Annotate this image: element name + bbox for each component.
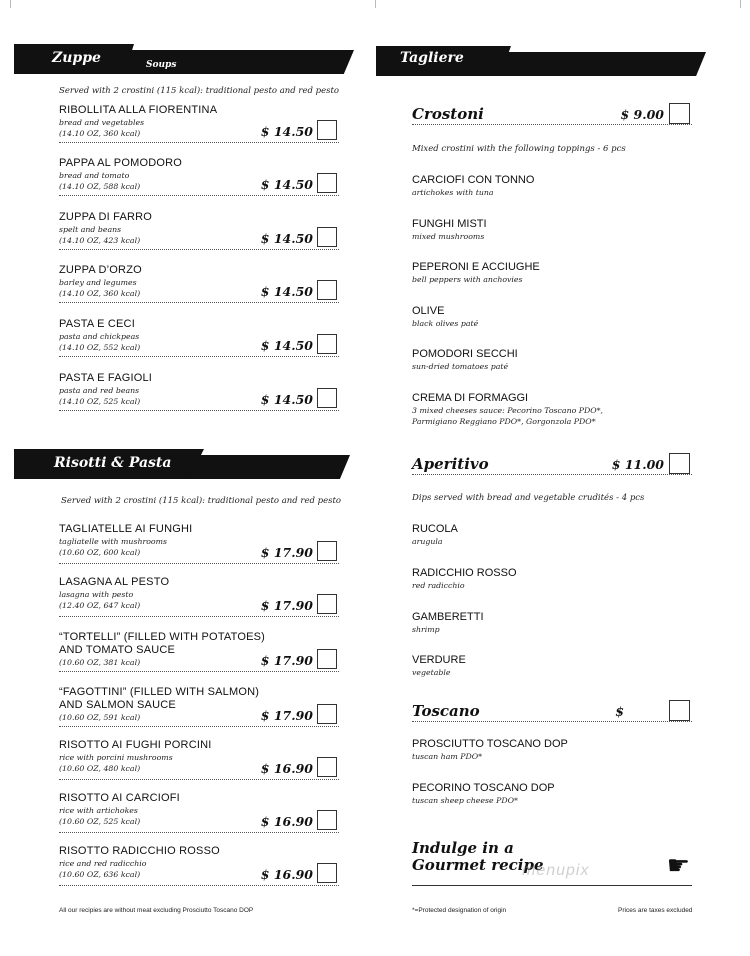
toscano-name: Toscano (412, 702, 480, 720)
item-description: lasagna with pesto (59, 590, 134, 599)
item-dotted-rule (59, 302, 339, 303)
topping-item (412, 392, 712, 427)
item-name: VERDURE (412, 654, 466, 666)
item-description: pasta and red beans (59, 386, 140, 395)
item-description: black olives paté (412, 319, 479, 328)
item-price: $ 16.90 (260, 761, 313, 776)
item-dotted-rule (59, 249, 339, 250)
item-name: RUCOLA (412, 523, 458, 535)
item-description: artichokes with tuna (412, 188, 494, 197)
item-name: RISOTTO RADICCHIO ROSSO (59, 845, 220, 857)
item-price: $ 14.50 (260, 392, 313, 407)
menu-item (59, 523, 339, 575)
footer-tax-note: Prices are taxes excluded (618, 907, 693, 914)
item-description: tuscan ham PDO* (412, 752, 483, 761)
toscano-price: $ (615, 704, 624, 719)
item-name: ZUPPA DI FARRO (59, 211, 153, 223)
tagliere-banner (376, 52, 706, 76)
item-name: PECORINO TOSCANO DOP (412, 782, 555, 794)
item-checkbox[interactable] (317, 280, 337, 300)
item-dotted-rule (59, 563, 339, 564)
item-portion-kcal: (10.60 OZ, 525 kcal) (59, 817, 141, 826)
item-name: PASTA E FAGIOLI (59, 372, 153, 384)
menu-item (59, 845, 339, 897)
risotti-note: Served with 2 crostini (115 kcal): traditional pesto and red pesto (61, 496, 342, 506)
crostoni-note: Mixed crostini with the following toppings - 6 pcs (412, 144, 626, 154)
item-name: RADICCHIO ROSSO (412, 567, 517, 579)
footer-pdo-note: *=Protected designation of origin (412, 907, 507, 914)
soups-note: Served with 2 crostini (115 kcal): traditional pesto and red pesto (59, 86, 340, 96)
item-price: $ 14.50 (260, 284, 313, 299)
topping-item (412, 174, 712, 198)
item-portion-kcal: (14.10 OZ, 552 kcal) (59, 343, 141, 352)
item-dotted-rule (59, 885, 339, 886)
item-dotted-rule (59, 832, 339, 833)
item-description-line-2: Parmigiano Reggiano PDO*, Gorgonzola PDO* (412, 417, 596, 426)
item-checkbox[interactable] (317, 227, 337, 247)
item-name: RIBOLLITA ALLA FIORENTINA (59, 104, 218, 116)
item-name: RISOTTO AI FUGHI PORCINI (59, 739, 212, 751)
topping-item (412, 782, 712, 806)
item-description: rice with porcini mushrooms (59, 753, 173, 762)
risotti-title: Risotti & Pasta (54, 455, 172, 471)
item-name: “TORTELLI” (FILLED WITH POTATOES) (59, 631, 266, 643)
item-portion-kcal: (10.60 OZ, 591 kcal) (59, 713, 141, 722)
item-name: FUNGHI MISTI (412, 218, 487, 230)
item-dotted-rule (59, 195, 339, 196)
item-dotted-rule (59, 356, 339, 357)
item-portion-kcal: (10.60 OZ, 636 kcal) (59, 870, 141, 879)
item-description: rice with artichokes (59, 806, 138, 815)
item-name-line-2: AND SALMON SAUCE (59, 699, 176, 711)
topping-item (412, 611, 712, 635)
item-name: PEPERONI E ACCIUGHE (412, 261, 540, 273)
item-name: OLIVE (412, 305, 445, 317)
item-name: LASAGNA AL PESTO (59, 576, 170, 588)
topping-item (412, 523, 712, 547)
risotti-banner (14, 455, 350, 479)
item-price: $ 17.90 (260, 653, 313, 668)
footer-meat-note: All our recipies are without meat excluding Prosciutto Toscano DOP (59, 907, 254, 914)
topping-item (412, 348, 712, 372)
item-checkbox[interactable] (317, 388, 337, 408)
crop-mark-left (10, 0, 11, 8)
item-description: spelt and beans (59, 225, 122, 234)
item-description: vegetable (412, 668, 451, 677)
item-description: bell peppers with anchovies (412, 275, 523, 284)
topping-item (412, 218, 712, 242)
item-checkbox[interactable] (317, 120, 337, 140)
item-description: mixed mushrooms (412, 232, 485, 241)
toscano-header (412, 700, 692, 724)
item-description: shrimp (412, 625, 440, 634)
item-name: PASTA E CECI (59, 318, 135, 330)
soups-subtitle: Soups (146, 60, 177, 70)
promo-line-1: Indulge in a (412, 839, 514, 857)
item-portion-kcal: (14.10 OZ, 423 kcal) (59, 236, 141, 245)
item-portion-kcal: (14.10 OZ, 360 kcal) (59, 289, 141, 298)
crostoni-name: Crostoni (412, 105, 484, 123)
item-price: $ 17.90 (260, 545, 313, 560)
item-description: rice and red radicchio (59, 859, 147, 868)
item-portion-kcal: (10.60 OZ, 600 kcal) (59, 548, 141, 557)
menu-item (59, 372, 339, 422)
item-description: sun-dried tomatoes paté (412, 362, 509, 371)
menupix-watermark: menupix (522, 862, 590, 879)
item-description: barley and legumes (59, 278, 137, 287)
item-name: GAMBERETTI (412, 611, 484, 623)
item-description: tagliatelle with mushrooms (59, 537, 167, 546)
crop-mark-center (375, 0, 376, 8)
item-checkbox[interactable] (317, 757, 337, 777)
item-checkbox[interactable] (317, 594, 337, 614)
item-checkbox[interactable] (317, 704, 337, 724)
menu-item (59, 211, 339, 261)
item-dotted-rule (59, 779, 339, 780)
item-checkbox[interactable] (317, 810, 337, 830)
item-name-line-2: AND TOMATO SAUCE (59, 644, 176, 656)
menu-item (59, 318, 339, 368)
item-name: TAGLIATELLE AI FUNGHI (59, 523, 193, 535)
item-price: $ 14.50 (260, 177, 313, 192)
item-name: POMODORI SECCHI (412, 348, 518, 360)
topping-item (412, 261, 712, 285)
menu-item (59, 792, 339, 844)
item-name: CREMA DI FORMAGGI (412, 392, 529, 404)
item-portion-kcal: (10.60 OZ, 381 kcal) (59, 658, 141, 667)
item-checkbox[interactable] (317, 541, 337, 561)
item-description: bread and vegetables (59, 118, 145, 127)
item-description: 3 mixed cheeses sauce: Pecorino Toscano PDO*, (412, 406, 604, 415)
topping-item (412, 567, 712, 591)
item-name: “FAGOTTINI” (FILLED WITH SALMON) (59, 686, 260, 698)
item-description: bread and tomato (59, 171, 130, 180)
item-price: $ 14.50 (260, 338, 313, 353)
item-portion-kcal: (14.10 OZ, 588 kcal) (59, 182, 141, 191)
item-checkbox[interactable] (317, 649, 337, 669)
item-price: $ 14.50 (260, 124, 313, 139)
item-portion-kcal: (10.60 OZ, 480 kcal) (59, 764, 141, 773)
topping-item (412, 738, 712, 762)
item-portion-kcal: (12.40 OZ, 647 kcal) (59, 601, 141, 610)
pointing-hand-icon: ☛ (666, 850, 690, 880)
item-name: ZUPPA D’ORZO (59, 264, 142, 276)
aperitivo-price: $ 11.00 (611, 457, 664, 472)
menu-item (59, 739, 339, 791)
menu-item (59, 686, 339, 738)
item-price: $ 17.90 (260, 708, 313, 723)
crop-mark-right (740, 0, 741, 8)
item-checkbox[interactable] (317, 863, 337, 883)
crostoni-checkbox[interactable] (669, 103, 690, 124)
aperitivo-dotted-rule (412, 474, 692, 475)
item-portion-kcal: (14.10 OZ, 360 kcal) (59, 129, 141, 138)
menu-item (59, 631, 339, 683)
item-description: pasta and chickpeas (59, 332, 140, 341)
aperitivo-note: Dips served with bread and vegetable crudités - 4 pcs (412, 493, 645, 503)
item-dotted-rule (59, 671, 339, 672)
toscano-checkbox[interactable] (669, 700, 690, 721)
item-checkbox[interactable] (317, 173, 337, 193)
crostoni-header (412, 103, 692, 127)
item-name: RISOTTO AI CARCIOFI (59, 792, 180, 804)
soups-banner (14, 50, 354, 74)
item-name: PROSCIUTTO TOSCANO DOP (412, 738, 568, 750)
item-price: $ 16.90 (260, 867, 313, 882)
crostoni-dotted-rule (412, 124, 692, 125)
topping-item (412, 305, 712, 329)
promo-rule (412, 885, 692, 886)
item-description: red radicchio (412, 581, 465, 590)
menu-item (59, 104, 339, 154)
item-price: $ 16.90 (260, 814, 313, 829)
item-description: arugula (412, 537, 443, 546)
menu-item (59, 576, 339, 628)
item-dotted-rule (59, 142, 339, 143)
promo-line-2: Gourmet recipe (412, 856, 544, 874)
tagliere-title: Tagliere (400, 50, 464, 66)
menu-item (59, 264, 339, 314)
item-name: CARCIOFI CON TONNO (412, 174, 535, 186)
item-dotted-rule (59, 726, 339, 727)
item-price: $ 17.90 (260, 598, 313, 613)
item-dotted-rule (59, 410, 339, 411)
item-portion-kcal: (14.10 OZ, 525 kcal) (59, 397, 141, 406)
menu-item (59, 157, 339, 207)
item-description: tuscan sheep cheese PDO* (412, 796, 518, 805)
toscano-dotted-rule (412, 721, 692, 722)
topping-item (412, 654, 712, 678)
soups-title: Zuppe (52, 50, 101, 66)
item-name: PAPPA AL POMODORO (59, 157, 183, 169)
crostoni-price: $ 9.00 (620, 107, 664, 122)
item-dotted-rule (59, 616, 339, 617)
item-price: $ 14.50 (260, 231, 313, 246)
aperitivo-header (412, 453, 692, 477)
aperitivo-checkbox[interactable] (669, 453, 690, 474)
item-checkbox[interactable] (317, 334, 337, 354)
aperitivo-name: Aperitivo (412, 455, 489, 473)
